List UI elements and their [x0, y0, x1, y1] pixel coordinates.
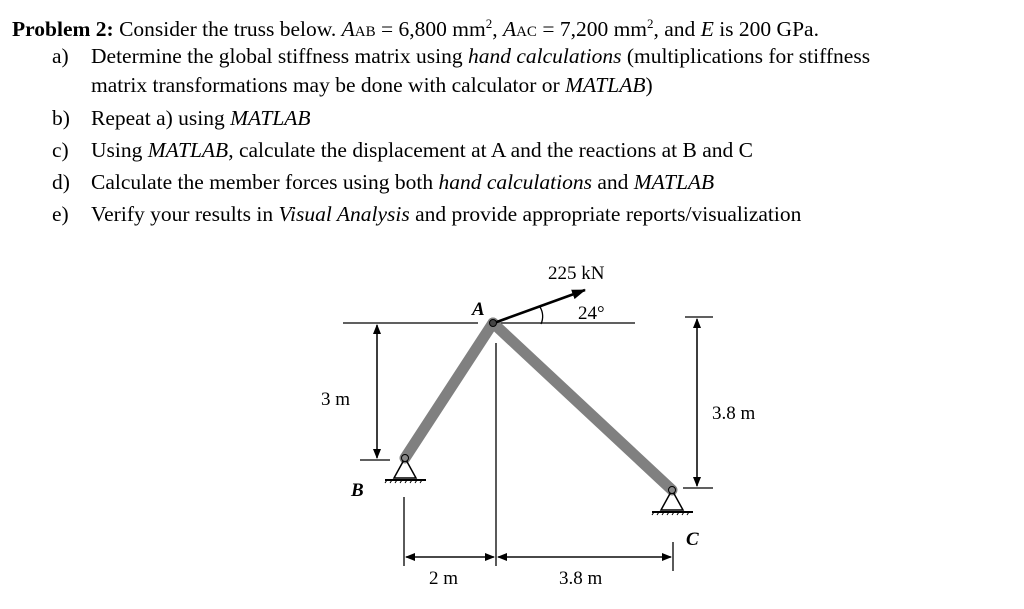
dim-left-height-label: 3 m — [321, 389, 351, 410]
load-label: 225 kN — [548, 263, 605, 284]
joint-c — [669, 487, 676, 494]
node-a-label: A — [472, 299, 485, 320]
load-arrow — [494, 290, 585, 323]
dim-bottom-right-label: 3.8 m — [559, 568, 603, 589]
member-ac — [493, 323, 672, 490]
member-ab — [405, 323, 493, 458]
problem-statement: Problem 2: Consider the truss below. AAB = 6,800 $mm^2$, AAC = 7,200 $mm^2$, and E is 200 GPa. — [12, 16, 819, 42]
dim-right-height-label: 3.8 m — [712, 403, 756, 424]
dim-bottom-left-label: 2 m — [429, 568, 459, 589]
problem-label: Problem 2: — [12, 17, 114, 42]
joint-b — [402, 455, 409, 462]
joint-a — [490, 320, 497, 327]
angle-arc — [540, 307, 543, 324]
node-b-label: B — [351, 480, 364, 501]
node-c-label: C — [686, 529, 699, 550]
angle-label: 24° — [578, 303, 605, 324]
